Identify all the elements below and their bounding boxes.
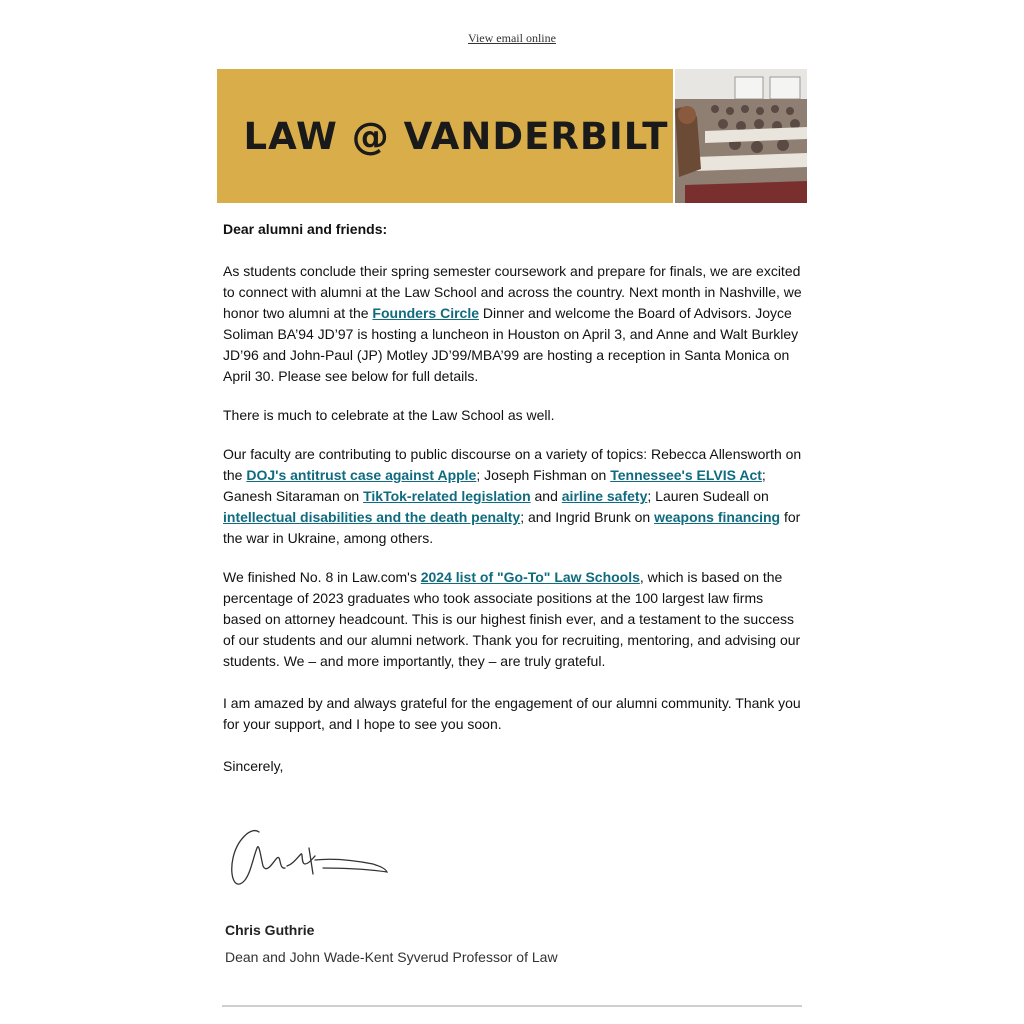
text: As students conclude their spring semester coursework and prepare for finals, we are excited to connect with alumni at the Law School and across the country. Next month in Nashville, we honor two alumni at the bbox=[223, 263, 802, 321]
closing: Sincerely, bbox=[223, 758, 284, 774]
text: for the war in Ukraine, among others. bbox=[223, 509, 801, 546]
text: ; Joseph Fishman on bbox=[476, 467, 611, 483]
banner-title: LAW @ VANDERBILT bbox=[243, 114, 669, 158]
handwritten-signature-icon bbox=[223, 818, 403, 898]
text: Our faculty are contributing to public discourse on a variety of topics: Rebecca Allensworth on the bbox=[223, 446, 802, 483]
view-email-online-link[interactable]: View email online bbox=[468, 31, 556, 45]
view-online-bar bbox=[0, 31, 1024, 46]
airline-safety-link[interactable]: airline safety bbox=[561, 488, 648, 504]
text: ; Ganesh Sitaraman on bbox=[223, 467, 766, 504]
paragraph-celebrate: There is much to celebrate at the Law School as well. bbox=[223, 407, 555, 423]
paragraph-thanks: I am amazed by and always grateful for the engagement of our alumni community. Thank you for your support, and I hope to see you soon. bbox=[223, 695, 801, 732]
text: We finished No. 8 in Law.com's bbox=[223, 569, 421, 585]
signer-title: Dean and John Wade-Kent Syverud Professor of Law bbox=[225, 949, 558, 965]
paragraph-events bbox=[223, 261, 805, 387]
classroom-photo bbox=[673, 69, 807, 203]
doj-apple-link[interactable]: DOJ's antitrust case against Apple bbox=[246, 467, 477, 483]
greeting: Dear alumni and friends: bbox=[223, 221, 388, 237]
death-penalty-link[interactable]: intellectual disabilities and the death penalty bbox=[223, 509, 521, 525]
paragraph-faculty bbox=[223, 444, 805, 549]
text: Dinner and welcome the Board of Advisors. Joyce Soliman BA’94 JD’97 is hosting a luncheon in Houston on April 3, and Anne and Walt Burkley JD’96 and John-Paul (JP) Motley JD’99/MBA’99 are hosting a reception in Santa Monica on April 30. Please see below for full details. bbox=[223, 305, 799, 384]
go-to-law-schools-link[interactable]: 2024 list of "Go-To" Law Schools bbox=[420, 569, 640, 585]
paragraph-rankings bbox=[223, 567, 805, 672]
text: , which is based on the percentage of 2023 graduates who took associate positions at the 100 largest law firms based on attorney headcount. This is our highest finish ever, and a testament to the success of our students and our alumni network. Thank you for recruiting, mentoring, and advising our students. We – and more importantly, they – are truly grateful. bbox=[223, 569, 801, 669]
header-banner bbox=[217, 69, 807, 203]
founders-circle-link[interactable]: Founders Circle bbox=[372, 305, 480, 321]
text: and bbox=[530, 488, 562, 504]
weapons-financing-link[interactable]: weapons financing bbox=[654, 509, 781, 525]
signer-name: Chris Guthrie bbox=[225, 922, 315, 938]
text: ; Lauren Sudeall on bbox=[647, 488, 769, 504]
letter-body bbox=[223, 218, 805, 777]
elvis-act-link[interactable]: Tennessee's ELVIS Act bbox=[610, 467, 762, 483]
text: ; and Ingrid Brunk on bbox=[520, 509, 655, 525]
tiktok-legislation-link[interactable]: TikTok-related legislation bbox=[363, 488, 531, 504]
divider bbox=[222, 1005, 802, 1007]
